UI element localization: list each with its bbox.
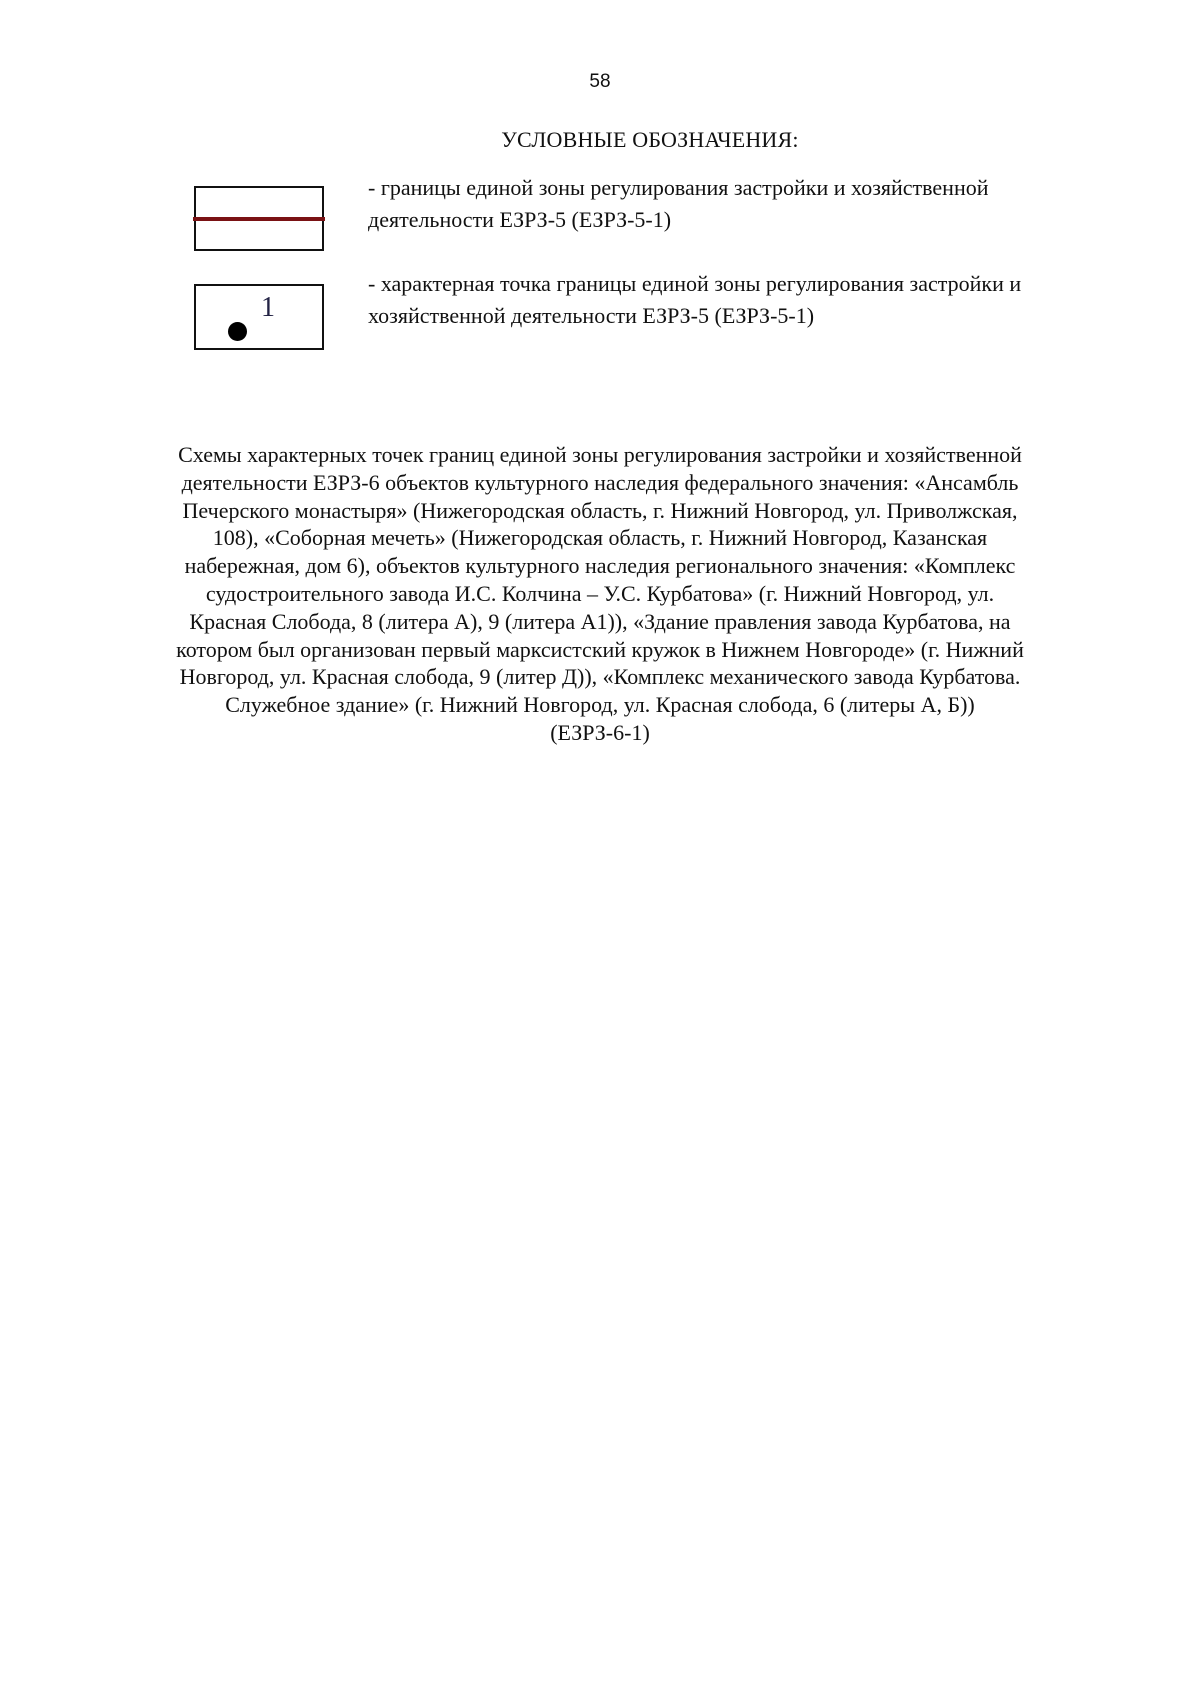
characteristic-point-symbol [194,284,324,350]
caption-line: Печерского монастыря» (Нижегородская область, г. Нижний Новгород, ул. Приволжская, [182,497,1018,523]
zone-boundary-line-symbol [194,186,324,251]
caption-line: (ЕЗРЗ-6-1) [550,719,650,745]
legend-item-text-line: - границы единой зоны регулирования застройки и хозяйственной [368,175,989,200]
legend-title: УСЛОВНЫЕ ОБОЗНАЧЕНИЯ: [501,127,799,152]
point-dot-icon [228,322,247,341]
legend-item-characteristic-point [368,268,1108,332]
zone-boundary-line [193,217,325,221]
scheme-caption [150,441,1050,747]
caption-line: Служебное здание» (г. Нижний Новгород, ул. Красная слобода, 6 (литеры А, Б)) [225,692,975,718]
caption-line: 108), «Соборная мечеть» (Нижегородская область, г. Нижний Новгород, Казанская [212,525,988,551]
legend-item-text-line: - характерная точка границы единой зоны регулирования застройки и [368,271,1022,296]
caption-line: деятельности ЕЗРЗ-6 объектов культурного наследия федерального значения: «Ансамбль [181,469,1019,495]
caption-line: Схемы характерных точек границ единой зоны регулирования застройки и хозяйственной [178,442,1022,467]
point-number-label: 1 [261,292,275,323]
legend-item-text-line: хозяйственной деятельности ЕЗРЗ-5 (ЕЗРЗ-5-1) [368,303,815,328]
legend-item-text-line: деятельности ЕЗРЗ-5 (ЕЗРЗ-5-1) [368,207,672,232]
page-number: 58 [589,71,611,92]
caption-line: набережная, дом 6), объектов культурного наследия регионального значения: «Комплекс [184,553,1016,579]
caption-line: котором был организован первый марксистский кружок в Нижнем Новгороде» (г. Нижний [176,636,1024,662]
caption-line: Красная Слобода, 8 (литера А), 9 (литера А1)), «Здание правления завода Курбатова, на [189,608,1011,634]
legend-item-zone-boundary [368,172,1108,236]
caption-line: судостроительного завода И.С. Колчина – У.С. Курбатова» (г. Нижний Новгород, ул. [205,580,995,606]
caption-line: Новгород, ул. Красная слобода, 9 (литер Д)), «Комплекс механического завода Курбатова. [179,664,1021,690]
